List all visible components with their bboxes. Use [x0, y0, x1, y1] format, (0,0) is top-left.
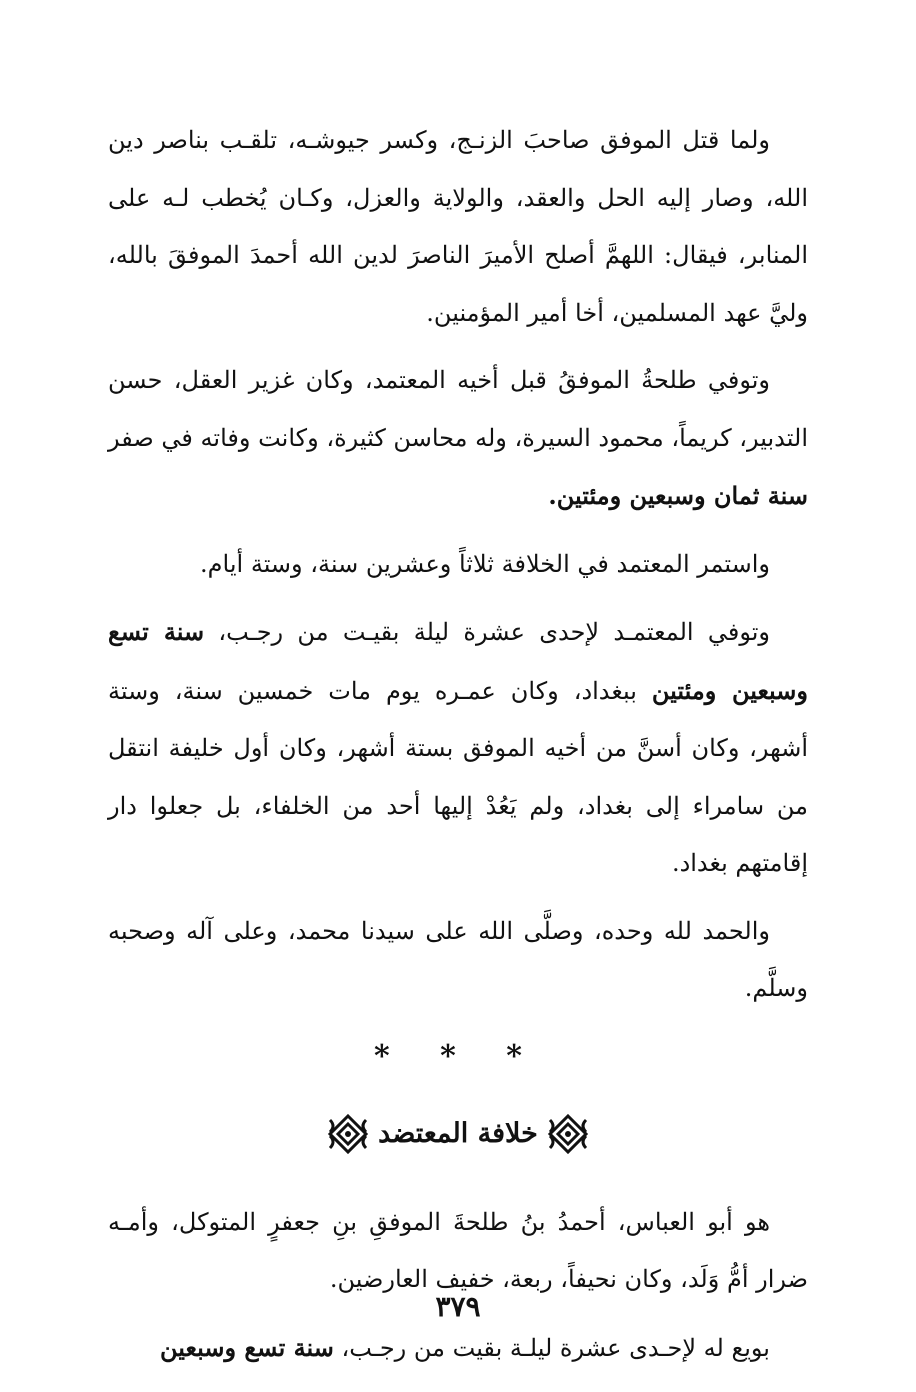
paragraph-7-bold-date: سنة تسع وسبعين — [160, 1332, 334, 1362]
paragraph-5-text: والحمد لله وحده، وصلَّى الله على سيدنا محمد، وعلى آله وصحبه وسلَّم. — [108, 916, 808, 1002]
arabesque-ornament-icon — [546, 1112, 590, 1156]
paragraph-7 — [108, 1319, 808, 1378]
section-heading — [108, 1094, 808, 1174]
arabesque-ornament-icon — [326, 1112, 370, 1156]
paragraph-1 — [108, 112, 808, 342]
paragraph-4-bold-date: سنة تسع وسبعين ومئتين — [108, 617, 809, 705]
paragraph-4-text-after: ببغداد، وكان عمـره يوم مات خمسين سنة، وستة أشهر، وكان أسنَّ من أخيه الموفق بستة أشهر، وكان أول خليفة انتقل من سامراء إلى بغداد، ولم يَعُدْ إليها أحد من الخلفاء، بل جعلوا دار إقامتهم بغداد. — [108, 676, 808, 877]
paragraph-2 — [108, 352, 808, 526]
paragraph-2-text: وتوفي طلحةُ الموفقُ قبل أخيه المعتمد، وكان غزير العقل، حسن التدبير، كريماً، محمود السيرة، وله محاسن كثيرة، وكانت وفاته في صفر — [108, 366, 808, 452]
paragraph-3 — [108, 536, 808, 594]
paragraph-7-text: بويع له لإحـدى عشرة ليلـة بقيت من رجـب، — [341, 1333, 770, 1362]
paragraph-5 — [108, 903, 808, 1018]
paragraph-1-text: ولما قتل الموفق صاحبَ الزنـج، وكسر جيوشـه، تلقـب بناصر دين الله، وصار إليه الحل والعقد، والولاية والعزل، وكـان يُخطب لـه على المنابر، فيقال: اللهمَّ أصلح الأميرَ الناصرَ لدين الله أحمدَ الموفقَ بالله، وليَّ عهد المسلمين، أخا أمير المؤمنين. — [108, 126, 808, 327]
paragraph-4-text: وتوفي المعتمـد لإحدى عشرة ليلة بقيـت من رجـب، — [218, 618, 770, 646]
section-separator: * * * — [374, 1038, 542, 1074]
page-number: ٣٧٩ — [435, 1290, 481, 1323]
paragraph-4 — [108, 603, 808, 893]
page-body — [108, 112, 808, 1387]
paragraph-3-text: واستمر المعتمد في الخلافة ثلاثاً وعشرين سنة، وستة أيام. — [200, 549, 770, 578]
section-heading-title: خلافة المعتضد — [378, 1118, 538, 1149]
paragraph-2-bold-date: سنة ثمان وسبعين ومئتين. — [548, 481, 808, 510]
paragraph-6-text: هو أبو العباس، أحمدُ بنُ طلحةَ الموفقِ بنِ جعفرٍ المتوكل، وأمـه ضرار أمُّ وَلَد، وكان نحيفاً، ربعة، خفيف العارضين. — [108, 1207, 808, 1293]
